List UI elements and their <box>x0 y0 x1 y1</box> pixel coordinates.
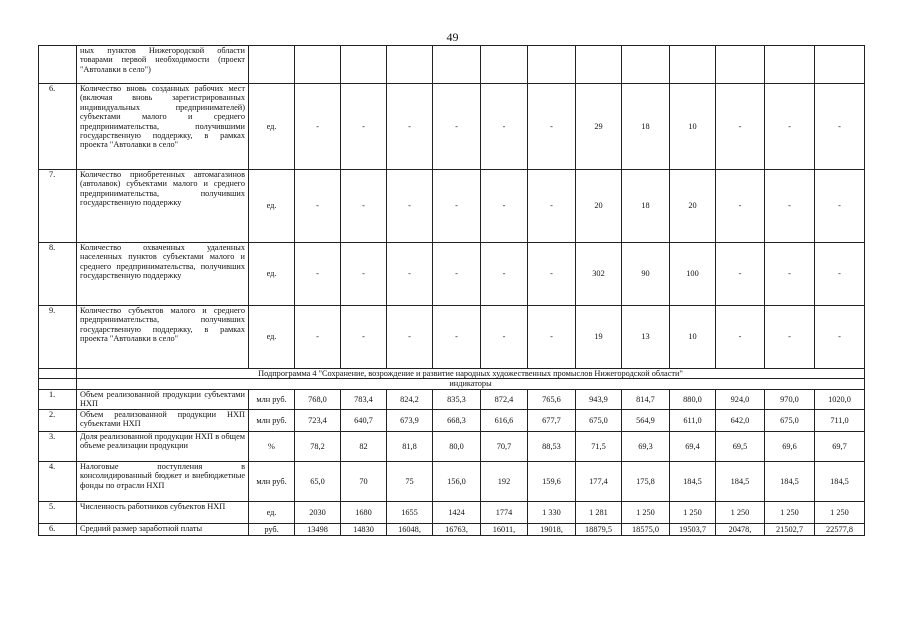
value-cell: 80,0 <box>433 431 481 461</box>
value-cell: 78,2 <box>295 431 341 461</box>
value-cell <box>670 46 716 84</box>
value-cell <box>341 46 387 84</box>
value-cell: 90 <box>622 243 670 306</box>
value-cell: - <box>765 306 815 369</box>
value-cell: 970,0 <box>765 389 815 409</box>
value-cell: 184,5 <box>815 461 865 501</box>
value-cell: 82 <box>341 431 387 461</box>
value-cell: 677,7 <box>528 409 576 431</box>
value-cell: 824,2 <box>387 389 433 409</box>
indicators-label: индикаторы <box>77 379 865 389</box>
value-cell: - <box>815 84 865 170</box>
value-cell: 16763, <box>433 523 481 535</box>
value-cell: - <box>433 243 481 306</box>
unit-cell: млн руб. <box>249 461 295 501</box>
unit-cell: ед. <box>249 306 295 369</box>
value-cell: 1424 <box>433 501 481 523</box>
value-cell: 81,8 <box>387 431 433 461</box>
value-cell: 175,8 <box>622 461 670 501</box>
value-cell: 177,4 <box>576 461 622 501</box>
table-row <box>39 501 865 523</box>
value-cell: 1 330 <box>528 501 576 523</box>
value-cell: 1774 <box>481 501 528 523</box>
value-cell: 29 <box>576 84 622 170</box>
table-row <box>39 243 865 306</box>
unit-cell: ед. <box>249 501 295 523</box>
value-cell: 20 <box>576 170 622 243</box>
value-cell: 19 <box>576 306 622 369</box>
value-cell: 88,53 <box>528 431 576 461</box>
value-cell: 668,3 <box>433 409 481 431</box>
value-cell: - <box>387 84 433 170</box>
unit-cell: % <box>249 431 295 461</box>
value-cell: - <box>481 243 528 306</box>
unit-cell: руб. <box>249 523 295 535</box>
value-cell: 872,4 <box>481 389 528 409</box>
table-row <box>39 46 865 84</box>
value-cell <box>765 46 815 84</box>
table-row <box>39 84 865 170</box>
value-cell: - <box>341 170 387 243</box>
value-cell: 14830 <box>341 523 387 535</box>
value-cell: 723,4 <box>295 409 341 431</box>
value-cell: 640,7 <box>341 409 387 431</box>
value-cell <box>528 46 576 84</box>
value-cell: 814,7 <box>622 389 670 409</box>
value-cell: - <box>716 84 765 170</box>
value-cell: 20478, <box>716 523 765 535</box>
value-cell: - <box>433 170 481 243</box>
value-cell: 10 <box>670 84 716 170</box>
unit-cell: млн руб. <box>249 389 295 409</box>
value-cell: - <box>528 243 576 306</box>
indicator-name: Доля реализованной продукции НХП в общем объеме реализации продукции <box>77 431 249 461</box>
value-cell: 711,0 <box>815 409 865 431</box>
table-row <box>39 389 865 409</box>
indicator-name: Налоговые поступления в консолидированный бюджет и внебюджетные фонды по отрасли НХП <box>77 461 249 501</box>
value-cell: - <box>341 84 387 170</box>
value-cell: - <box>528 84 576 170</box>
table-row <box>39 306 865 369</box>
value-cell: - <box>295 243 341 306</box>
value-cell: - <box>528 306 576 369</box>
value-cell: 184,5 <box>765 461 815 501</box>
indicator-name: Объем реализованной продукции НХП субъектами НХП <box>77 409 249 431</box>
value-cell: 18575,0 <box>622 523 670 535</box>
value-cell: 184,5 <box>670 461 716 501</box>
value-cell: - <box>387 170 433 243</box>
value-cell: - <box>765 84 815 170</box>
value-cell: - <box>341 306 387 369</box>
value-cell: - <box>716 170 765 243</box>
value-cell: 19018, <box>528 523 576 535</box>
value-cell: 642,0 <box>716 409 765 431</box>
value-cell: 71,5 <box>576 431 622 461</box>
value-cell: 880,0 <box>670 389 716 409</box>
value-cell: 783,4 <box>341 389 387 409</box>
value-cell <box>622 46 670 84</box>
value-cell: 1 281 <box>576 501 622 523</box>
value-cell: - <box>387 306 433 369</box>
value-cell: 675,0 <box>576 409 622 431</box>
value-cell: 1020,0 <box>815 389 865 409</box>
value-cell: 10 <box>670 306 716 369</box>
value-cell: - <box>716 306 765 369</box>
indicator-name: Численность работников субъектов НХП <box>77 501 249 523</box>
row-number <box>39 369 77 379</box>
value-cell: 616,6 <box>481 409 528 431</box>
row-number: 6. <box>39 84 77 170</box>
value-cell: 1 250 <box>815 501 865 523</box>
value-cell: 2030 <box>295 501 341 523</box>
value-cell: 20 <box>670 170 716 243</box>
value-cell: 675,0 <box>765 409 815 431</box>
value-cell: - <box>815 243 865 306</box>
table-row <box>39 170 865 243</box>
subprogram-title: Подпрограмма 4 "Сохранение, возрождение и развитие народных художественных промыслов Нижегородской области" <box>77 369 865 379</box>
value-cell: 192 <box>481 461 528 501</box>
value-cell: 18 <box>622 84 670 170</box>
indicators-label-row <box>39 379 865 389</box>
value-cell: - <box>433 84 481 170</box>
table-row <box>39 409 865 431</box>
indicator-name: Количество приобретенных автомагазинов (автолавок) субъектами малого и среднего предпринимательства, получивших государственную поддержку <box>77 170 249 243</box>
value-cell <box>387 46 433 84</box>
value-cell: 69,6 <box>765 431 815 461</box>
value-cell: 13498 <box>295 523 341 535</box>
value-cell: 765,6 <box>528 389 576 409</box>
value-cell: 673,9 <box>387 409 433 431</box>
indicators-table <box>38 45 865 536</box>
indicator-name: ных пунктов Нижегородской области товарами первой необходимости (проект "Автолавки в село") <box>77 46 249 84</box>
value-cell: 159,6 <box>528 461 576 501</box>
value-cell: - <box>433 306 481 369</box>
value-cell: 924,0 <box>716 389 765 409</box>
value-cell: 1655 <box>387 501 433 523</box>
value-cell: - <box>765 243 815 306</box>
value-cell: 302 <box>576 243 622 306</box>
row-number: 4. <box>39 461 77 501</box>
row-number: 2. <box>39 409 77 431</box>
value-cell: 69,7 <box>815 431 865 461</box>
value-cell: 69,4 <box>670 431 716 461</box>
value-cell: - <box>481 84 528 170</box>
value-cell <box>481 46 528 84</box>
table-row <box>39 461 865 501</box>
unit-cell <box>249 46 295 84</box>
value-cell <box>433 46 481 84</box>
row-number: 8. <box>39 243 77 306</box>
value-cell <box>576 46 622 84</box>
value-cell: 69,3 <box>622 431 670 461</box>
value-cell: 611,0 <box>670 409 716 431</box>
value-cell: - <box>295 84 341 170</box>
value-cell: 768,0 <box>295 389 341 409</box>
value-cell: - <box>528 170 576 243</box>
value-cell: 835,3 <box>433 389 481 409</box>
value-cell: 65,0 <box>295 461 341 501</box>
value-cell: 18879,5 <box>576 523 622 535</box>
value-cell: 184,5 <box>716 461 765 501</box>
indicator-name: Количество субъектов малого и среднего предпринимательства, получивших государственную поддержку, в рамках проекта "Автолавки в село" <box>77 306 249 369</box>
value-cell: 70,7 <box>481 431 528 461</box>
value-cell: - <box>716 243 765 306</box>
row-number: 9. <box>39 306 77 369</box>
indicator-name: Средний размер заработной платы <box>77 523 249 535</box>
row-number: 1. <box>39 389 77 409</box>
value-cell: - <box>295 170 341 243</box>
table-row <box>39 523 865 535</box>
page-number: 49 <box>446 30 459 44</box>
table-row <box>39 431 865 461</box>
row-number: 5. <box>39 501 77 523</box>
indicator-name: Количество вновь созданных рабочих мест (включая вновь зарегистрированных индивидуальных предпринимателей) субъектами малого и среднего предпринимательства, получившими государственную поддержку, в рамках проекта "Автолавки в село" <box>77 84 249 170</box>
row-number: 7. <box>39 170 77 243</box>
subprogram-row <box>39 369 865 379</box>
value-cell: 18 <box>622 170 670 243</box>
value-cell: - <box>341 243 387 306</box>
row-number: 3. <box>39 431 77 461</box>
row-number <box>39 46 77 84</box>
value-cell: 1 250 <box>765 501 815 523</box>
value-cell: 564,9 <box>622 409 670 431</box>
value-cell: 19503,7 <box>670 523 716 535</box>
value-cell: 16011, <box>481 523 528 535</box>
indicator-name: Количество охваченных удаленных населенных пунктов субъектами малого и среднего предпринимательства, получивших государственную поддержку <box>77 243 249 306</box>
unit-cell: ед. <box>249 84 295 170</box>
value-cell: - <box>481 306 528 369</box>
value-cell: - <box>765 170 815 243</box>
value-cell <box>815 46 865 84</box>
value-cell: 100 <box>670 243 716 306</box>
unit-cell: млн руб. <box>249 409 295 431</box>
value-cell: - <box>387 243 433 306</box>
value-cell: 70 <box>341 461 387 501</box>
value-cell: 1680 <box>341 501 387 523</box>
unit-cell: ед. <box>249 170 295 243</box>
value-cell: 13 <box>622 306 670 369</box>
row-number <box>39 379 77 389</box>
unit-cell: ед. <box>249 243 295 306</box>
value-cell: - <box>295 306 341 369</box>
value-cell: - <box>815 170 865 243</box>
value-cell: 1 250 <box>716 501 765 523</box>
value-cell: 943,9 <box>576 389 622 409</box>
value-cell: 1 250 <box>622 501 670 523</box>
value-cell: 1 250 <box>670 501 716 523</box>
value-cell <box>716 46 765 84</box>
value-cell <box>295 46 341 84</box>
value-cell: 16048, <box>387 523 433 535</box>
value-cell: 75 <box>387 461 433 501</box>
indicator-name: Объем реализованной продукции субъектами НХП <box>77 389 249 409</box>
value-cell: 21502,7 <box>765 523 815 535</box>
row-number: 6. <box>39 523 77 535</box>
value-cell: - <box>481 170 528 243</box>
value-cell: - <box>815 306 865 369</box>
value-cell: 69,5 <box>716 431 765 461</box>
value-cell: 22577,8 <box>815 523 865 535</box>
value-cell: 156,0 <box>433 461 481 501</box>
